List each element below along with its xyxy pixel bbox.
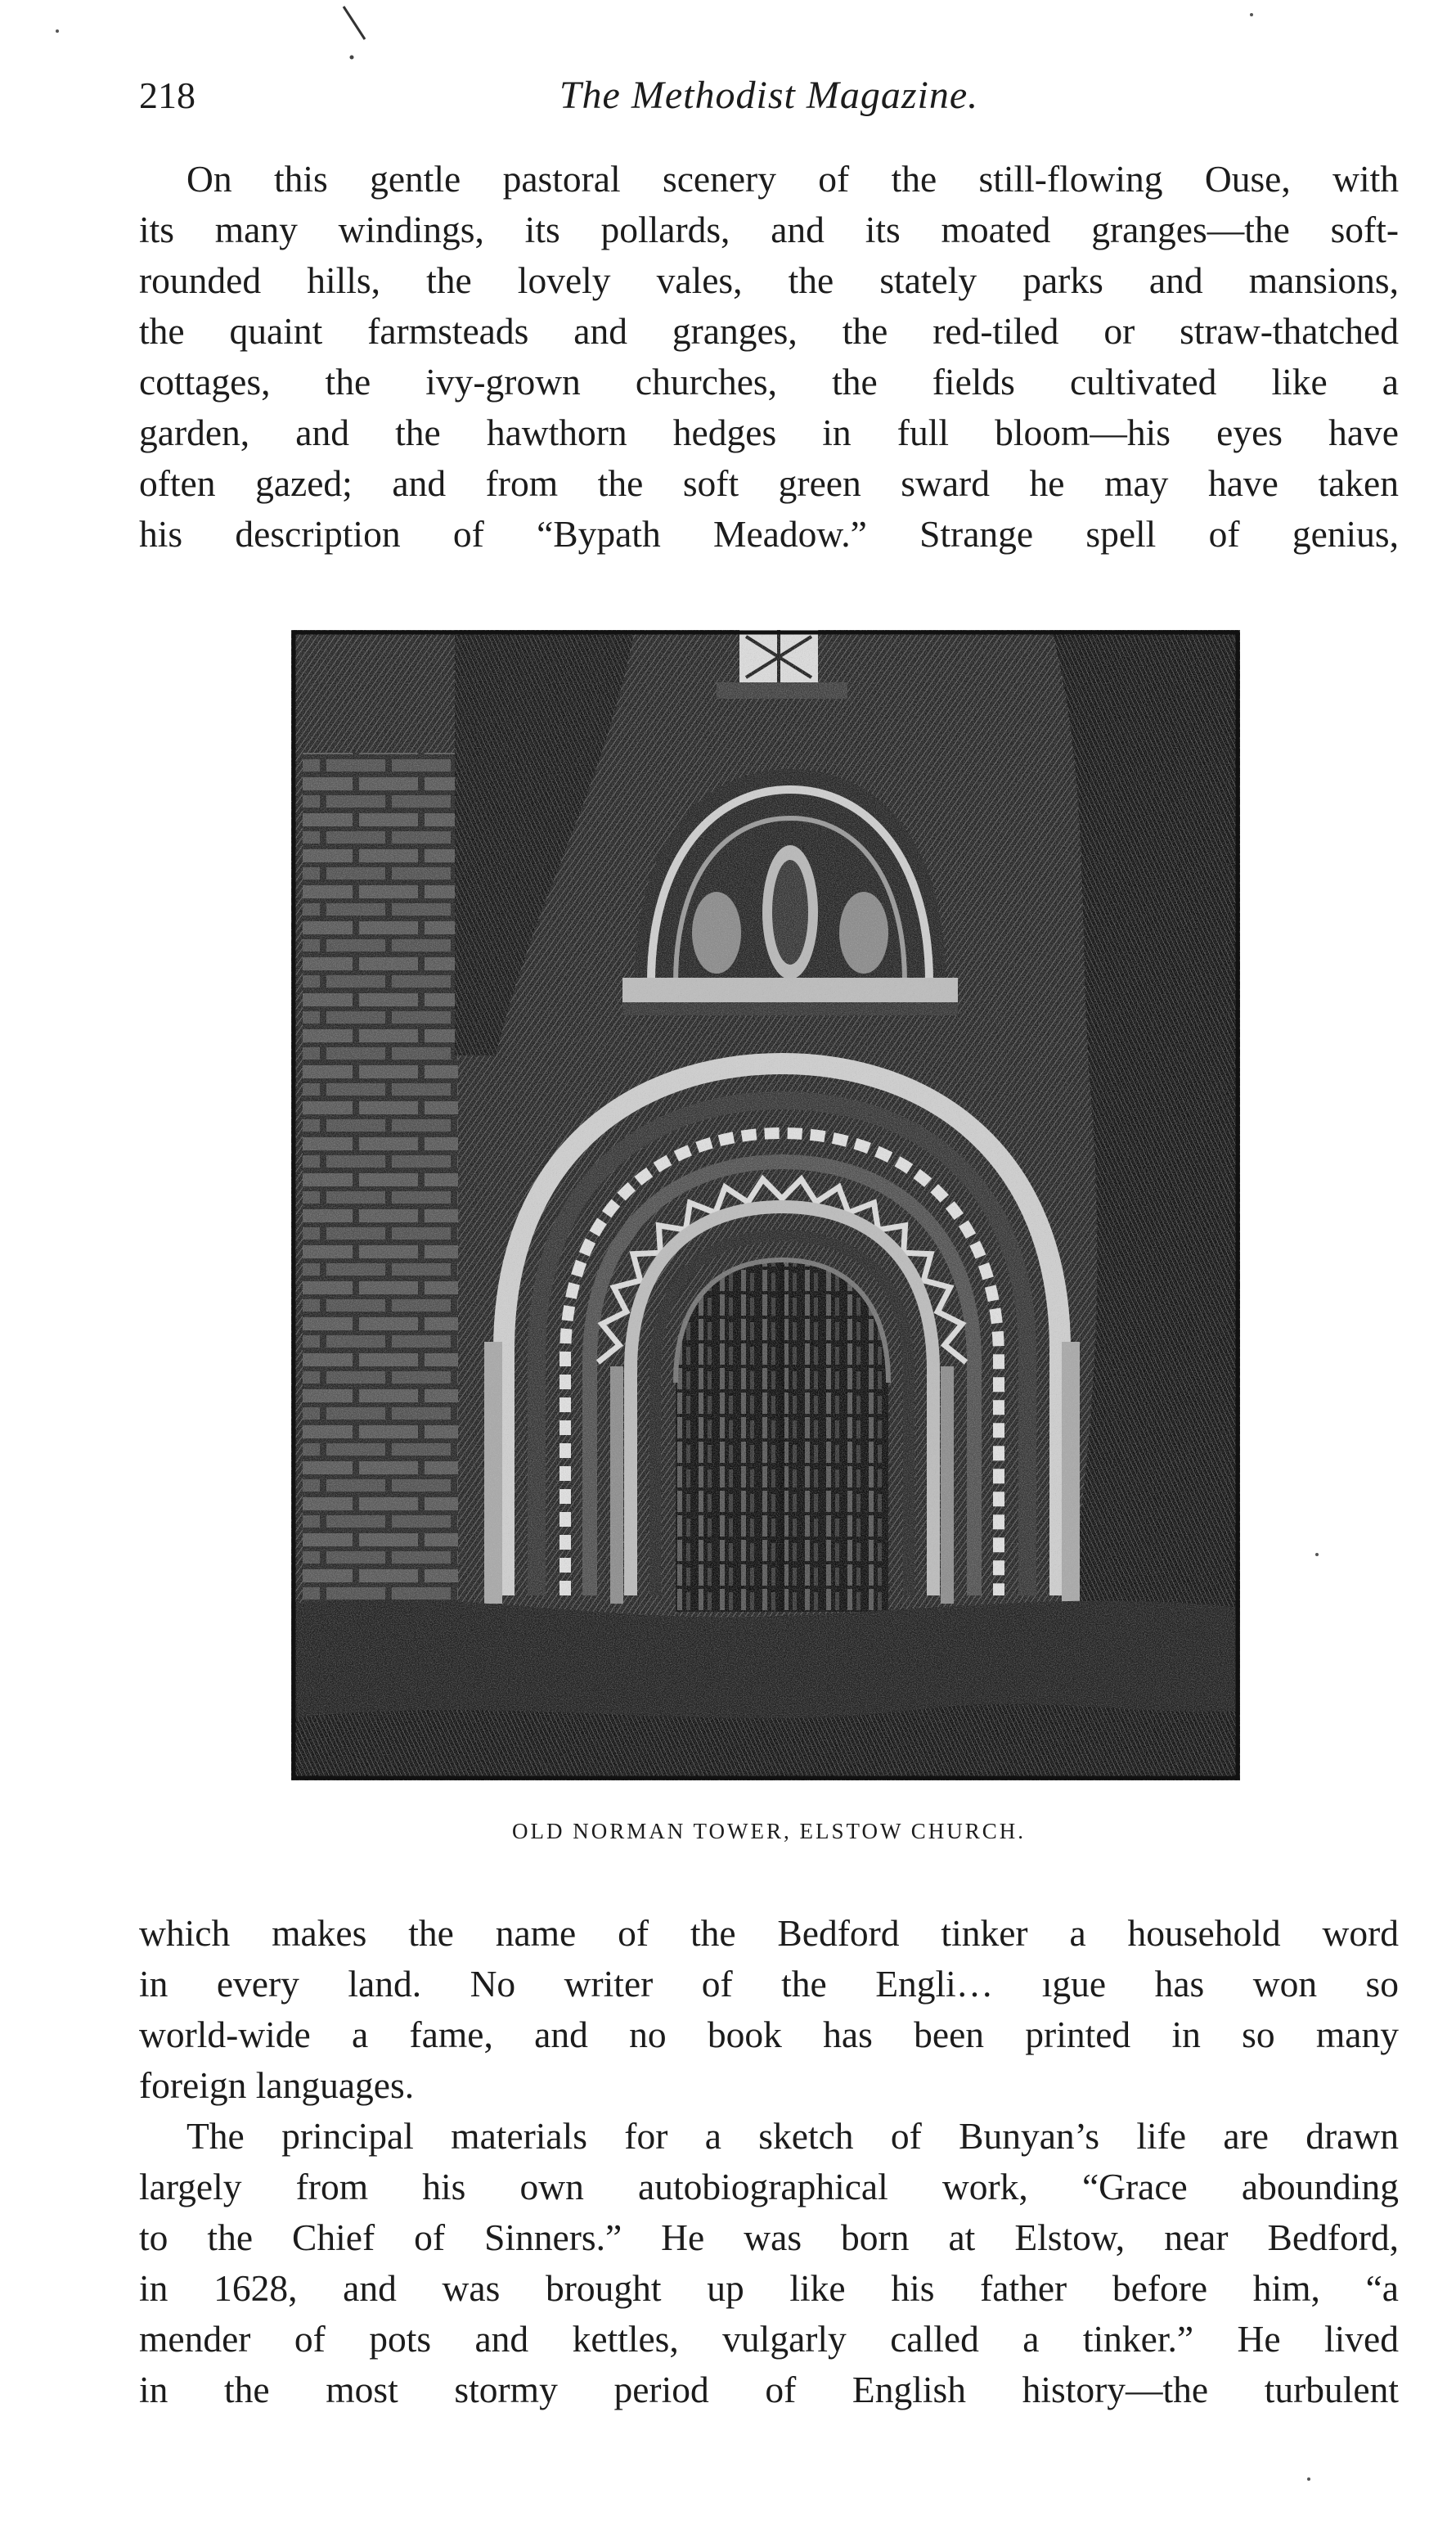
text-line: world-wide a fame, and no book has been printed in so many <box>139 2014 1399 2055</box>
text-line: to the Chief of Sinners.” He was born at Elstow, near Bedford, <box>139 2216 1399 2258</box>
paragraph-bunyan-life <box>139 2111 1399 2415</box>
text-line: his description of “Bypath Meadow.” Strange spell of genius, <box>139 513 1399 555</box>
text-line: the quaint farmsteads and granges, the red-tiled or straw-thatched <box>139 310 1399 352</box>
text-line: in 1628, and was brought up like his father before him, “a <box>139 2267 1399 2309</box>
text-line: The principal materials for a sketch of Bunyan’s life are drawn <box>186 2115 1399 2157</box>
text-line: largely from his own autobiographical work, “Grace abounding <box>139 2166 1399 2207</box>
text-line: foreign languages. <box>139 2064 415 2106</box>
text-line: mender of pots and kettles, vulgarly called a tinker.” He lived <box>139 2318 1399 2360</box>
figure-caption: OLD NORMAN TOWER, ELSTOW CHURCH. <box>511 1819 1027 1843</box>
body-text-top <box>139 154 1399 560</box>
text-line: garden, and the hawthorn hedges in full bloom—his eyes have <box>139 412 1399 453</box>
text-line: rounded hills, the lovely vales, the stately parks and mansions, <box>139 259 1399 301</box>
text-line: in the most stormy period of English history—the turbulent <box>139 2369 1399 2410</box>
paragraph-pastoral-scenery <box>139 154 1399 560</box>
body-text-bottom <box>139 1908 1399 2415</box>
text-line: its many windings, its pollards, and its moated granges—the soft- <box>139 209 1399 250</box>
text-line: which makes the name of the Bedford tinker a household word <box>139 1912 1399 1954</box>
text-line: in every land. No writer of the Engli… ıgue has won so <box>139 1963 1399 2005</box>
text-line: cottages, the ivy-grown churches, the fields cultivated like a <box>139 361 1399 403</box>
magazine-title: The Methodist Magazine. <box>559 74 979 117</box>
page-number: 218 <box>139 74 195 116</box>
engraving-norman-doorway <box>291 630 1240 1780</box>
paragraph-household-word <box>139 1908 1399 2111</box>
text-line: On this gentle pastoral scenery of the still-flowing Ouse, with <box>186 158 1399 200</box>
text-line: often gazed; and from the soft green sward he may have taken <box>139 462 1399 504</box>
running-head <box>139 67 1399 124</box>
